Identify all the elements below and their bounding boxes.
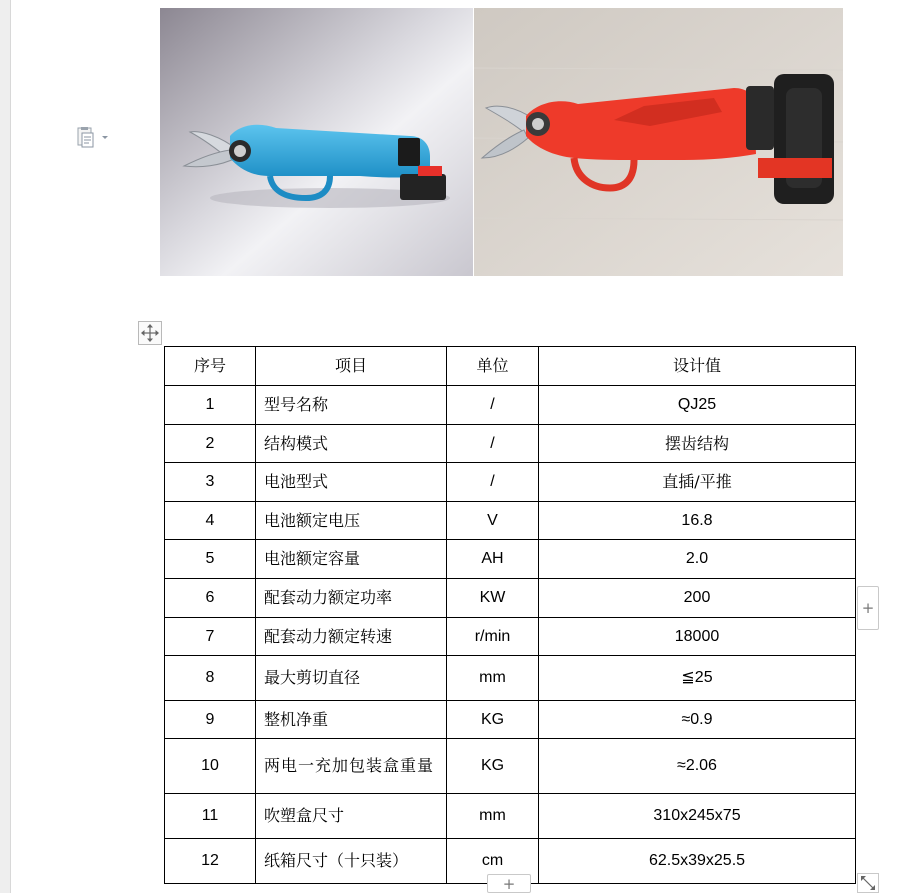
header-cell-value: 设计值 bbox=[539, 347, 856, 386]
row-unit: KG bbox=[447, 739, 539, 794]
row-item: 纸箱尺寸（十只装） bbox=[256, 839, 447, 884]
row-unit: mm bbox=[447, 656, 539, 701]
row-number: 4 bbox=[165, 502, 256, 540]
header-cell-unit: 单位 bbox=[447, 347, 539, 386]
table-row bbox=[165, 540, 856, 579]
table-row bbox=[165, 794, 856, 839]
row-value: 18000 bbox=[539, 618, 856, 656]
row-value: 16.8 bbox=[539, 502, 856, 540]
table-resize-icon[interactable] bbox=[857, 873, 879, 893]
table-row bbox=[165, 425, 856, 463]
row-unit: KW bbox=[447, 579, 539, 618]
row-value: ≈0.9 bbox=[539, 701, 856, 739]
table-row bbox=[165, 656, 856, 701]
table-row bbox=[165, 701, 856, 739]
paste-options-icon[interactable] bbox=[76, 127, 110, 149]
row-unit: / bbox=[447, 463, 539, 502]
row-value: 200 bbox=[539, 579, 856, 618]
spec-table bbox=[164, 346, 856, 884]
row-item: 整机净重 bbox=[256, 701, 447, 739]
header-cell-item: 项目 bbox=[256, 347, 447, 386]
row-item: 电池额定电压 bbox=[256, 502, 447, 540]
row-item: 结构模式 bbox=[256, 425, 447, 463]
row-item: 电池额定容量 bbox=[256, 540, 447, 579]
row-unit: KG bbox=[447, 701, 539, 739]
row-value: 摆齿结构 bbox=[539, 425, 856, 463]
row-number: 5 bbox=[165, 540, 256, 579]
row-number: 12 bbox=[165, 839, 256, 884]
row-item: 两电一充加包装盒重量 bbox=[256, 739, 447, 794]
row-number: 2 bbox=[165, 425, 256, 463]
row-item: 配套动力额定转速 bbox=[256, 618, 447, 656]
table-header-row bbox=[165, 347, 856, 386]
row-unit: cm bbox=[447, 839, 539, 884]
row-number: 6 bbox=[165, 579, 256, 618]
add-row-button[interactable]: + bbox=[487, 874, 531, 893]
row-value: 直插/平推 bbox=[539, 463, 856, 502]
row-number: 1 bbox=[165, 386, 256, 425]
add-column-button[interactable]: + bbox=[857, 586, 879, 630]
row-unit: mm bbox=[447, 794, 539, 839]
table-row bbox=[165, 618, 856, 656]
row-value: ≈2.06 bbox=[539, 739, 856, 794]
page-margin bbox=[0, 0, 11, 893]
row-value: ≦25 bbox=[539, 656, 856, 701]
row-number: 9 bbox=[165, 701, 256, 739]
row-item: 电池型式 bbox=[256, 463, 447, 502]
row-unit: / bbox=[447, 386, 539, 425]
product-photo-red-pruner bbox=[474, 8, 843, 276]
table-row bbox=[165, 463, 856, 502]
row-item: 配套动力额定功率 bbox=[256, 579, 447, 618]
row-value: QJ25 bbox=[539, 386, 856, 425]
row-number: 11 bbox=[165, 794, 256, 839]
row-item: 型号名称 bbox=[256, 386, 447, 425]
table-row bbox=[165, 739, 856, 794]
table-row bbox=[165, 579, 856, 618]
row-number: 10 bbox=[165, 739, 256, 794]
row-value: 2.0 bbox=[539, 540, 856, 579]
table-row bbox=[165, 386, 856, 425]
row-item: 吹塑盒尺寸 bbox=[256, 794, 447, 839]
row-value: 310x245x75 bbox=[539, 794, 856, 839]
row-value: 62.5x39x25.5 bbox=[539, 839, 856, 884]
row-number: 8 bbox=[165, 656, 256, 701]
row-unit: V bbox=[447, 502, 539, 540]
row-unit: r/min bbox=[447, 618, 539, 656]
row-unit: / bbox=[447, 425, 539, 463]
table-move-icon[interactable] bbox=[138, 321, 162, 345]
product-photo-blue-pruner bbox=[160, 8, 473, 276]
table-row bbox=[165, 502, 856, 540]
header-cell-no: 序号 bbox=[165, 347, 256, 386]
row-number: 3 bbox=[165, 463, 256, 502]
row-number: 7 bbox=[165, 618, 256, 656]
row-unit: AH bbox=[447, 540, 539, 579]
row-item: 最大剪切直径 bbox=[256, 656, 447, 701]
